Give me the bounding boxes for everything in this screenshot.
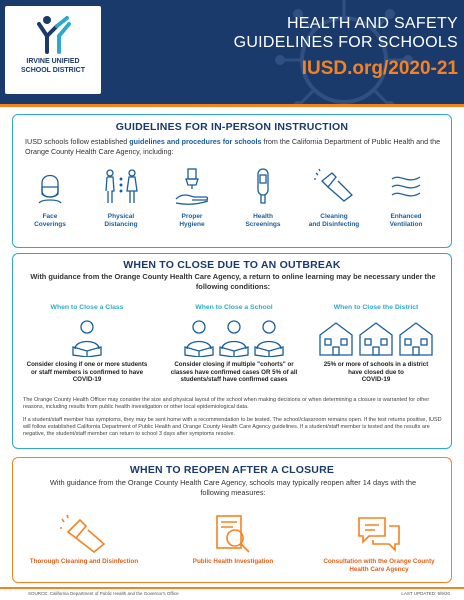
close-district-block (309, 304, 443, 384)
section-title: WHEN TO REOPEN AFTER A CLOSURE (129, 464, 335, 476)
spray-cleaning-icon (314, 167, 354, 207)
header-banner (0, 0, 464, 104)
section-intro: With guidance from the Orange County Health Care Agency, a return to online learning may be necessary under the following conditions: (30, 272, 436, 291)
close-district-text-line2: have closed due to (348, 368, 404, 376)
item-label-line2: Coverings (34, 221, 66, 228)
reopen-investigation (168, 514, 298, 566)
guideline-cleaning-disinfecting (303, 167, 365, 229)
item-label-line1: Enhanced (390, 213, 422, 220)
close-class-block (23, 304, 151, 384)
health-officer-paragraph: The Orange County Health Officer may consider the size and physical layout of the school when making decisions or when determining a closure is warranted for other reasons, including results from public health investigation or other local epidemiological data. (23, 397, 430, 410)
item-label-line2: Ventilation (389, 221, 423, 228)
close-school-text (159, 361, 309, 384)
close-school-text-line3: students/staff have confirmed cases (180, 376, 288, 384)
item-label-line2: Screenings (245, 221, 281, 228)
in-person-instruction-section (12, 114, 452, 248)
close-class-text (23, 361, 151, 384)
reopen-investigation-label: Public Health Investigation (192, 558, 274, 565)
close-district-text-line3: COVID-19 (361, 376, 391, 384)
header-divider (0, 104, 464, 107)
airflow-icon (386, 167, 426, 207)
close-class-heading: When to Close a Class (50, 304, 124, 311)
close-school-heading: When to Close a School (195, 304, 273, 311)
source-note: SOURCE: California Department of Public Health and the Governor's Office (28, 591, 179, 596)
section-intro (25, 478, 441, 497)
reopen-consultation-label-line1: Consultation with the Orange County (323, 558, 435, 565)
face-mask-icon (30, 167, 70, 207)
item-label-line2: Hygiene (179, 221, 205, 228)
close-school-text-line2: classes have confirmed cases OR 5% of all (170, 368, 298, 376)
close-district-text-line1: 25% or more of schools in a district (323, 361, 429, 368)
section-title: WHEN TO CLOSE DUE TO AN OUTBREAK (123, 259, 341, 271)
title-line2: GUIDELINES FOR SCHOOLS (233, 34, 458, 51)
chat-bubbles-icon (355, 514, 403, 554)
guideline-proper-hygiene (161, 167, 223, 229)
reopen-consultation (313, 514, 445, 574)
district-logo (5, 6, 101, 94)
item-label-line1: Health (253, 213, 273, 220)
intro-text-end: from the California Department of Public Health and the Orange County Health Care Agency, including: (25, 137, 441, 156)
guideline-enhanced-ventilation (375, 167, 437, 229)
title-line1: HEALTH AND SAFETY (286, 15, 458, 32)
reopen-section (12, 457, 452, 583)
section-title: GUIDELINES FOR IN-PERSON INSTRUCTION (115, 121, 349, 133)
intro-line1: With guidance from the Orange County Health Care Agency, schools may typically reopen after 14 days with the (49, 478, 417, 487)
district-name-line2: SCHOOL DISTRICT (20, 66, 86, 74)
reopen-cleaning-label: Thorough Cleaning and Disinfection (29, 558, 139, 565)
school-buildings-icon (316, 319, 436, 357)
student-reading-icon (67, 319, 107, 357)
district-name-line1: IRVINE UNIFIED (26, 58, 80, 65)
close-school-block (159, 304, 309, 384)
cleaning-hand-icon (60, 514, 108, 554)
close-class-text-line2: or staff members is confirmed to have (30, 368, 144, 376)
footer (0, 587, 464, 600)
item-label-line1: Proper (181, 213, 203, 220)
outbreak-closure-section (12, 253, 452, 449)
students-group-icon (179, 319, 289, 357)
iusd-logo-icon (33, 14, 73, 54)
close-district-heading: When to Close the District (333, 304, 419, 311)
symptoms-paragraph: If a student/staff member has symptoms, they may be sent home with a recommendation to be tested. The school/classroom remains open. If the test returns positive, IUSD will follow established California Department of Public Health and Orange County Health Care Agency guidelines. If a student/staff member is tested and the results are negative, the student/staff member can return to school 3 days after symptoms resolve. (23, 417, 442, 437)
website-url[interactable]: IUSD.org/2020-21 (301, 58, 458, 79)
item-label-line1: Face (42, 213, 58, 220)
close-school-text-line1: Consider closing if multiple "cohorts" or (174, 361, 294, 368)
item-label-line2: Distancing (104, 221, 138, 228)
section-intro (25, 137, 441, 156)
reopen-cleaning (19, 514, 149, 566)
reopen-consultation-label-line2: Health Care Agency (349, 566, 409, 573)
close-class-text-line3: COVID-19 (72, 376, 102, 384)
last-updated: LAST UPDATED: 9/9/20 (401, 591, 450, 596)
distancing-icon (101, 167, 141, 207)
guidelines-link[interactable]: guidelines and procedures for schools (129, 137, 262, 146)
document-search-icon (211, 514, 255, 554)
intro-line2: following measures: (200, 487, 266, 497)
district-name (5, 58, 101, 75)
guideline-physical-distancing (90, 167, 152, 229)
item-label-line1: Cleaning (320, 213, 348, 220)
guideline-face-coverings (19, 167, 81, 229)
item-label-line1: Physical (107, 213, 135, 220)
guideline-health-screenings (232, 167, 294, 229)
page-title (198, 14, 458, 52)
intro-text: IUSD schools follow established (25, 137, 130, 146)
close-district-text (309, 361, 443, 384)
item-label-line2: and Disinfecting (308, 221, 360, 228)
guidelines-icon-row (13, 167, 451, 247)
thermometer-icon (243, 167, 283, 207)
hand-sanitizer-icon (172, 167, 212, 207)
close-class-text-line1: Consider closing if one or more students (26, 361, 148, 368)
